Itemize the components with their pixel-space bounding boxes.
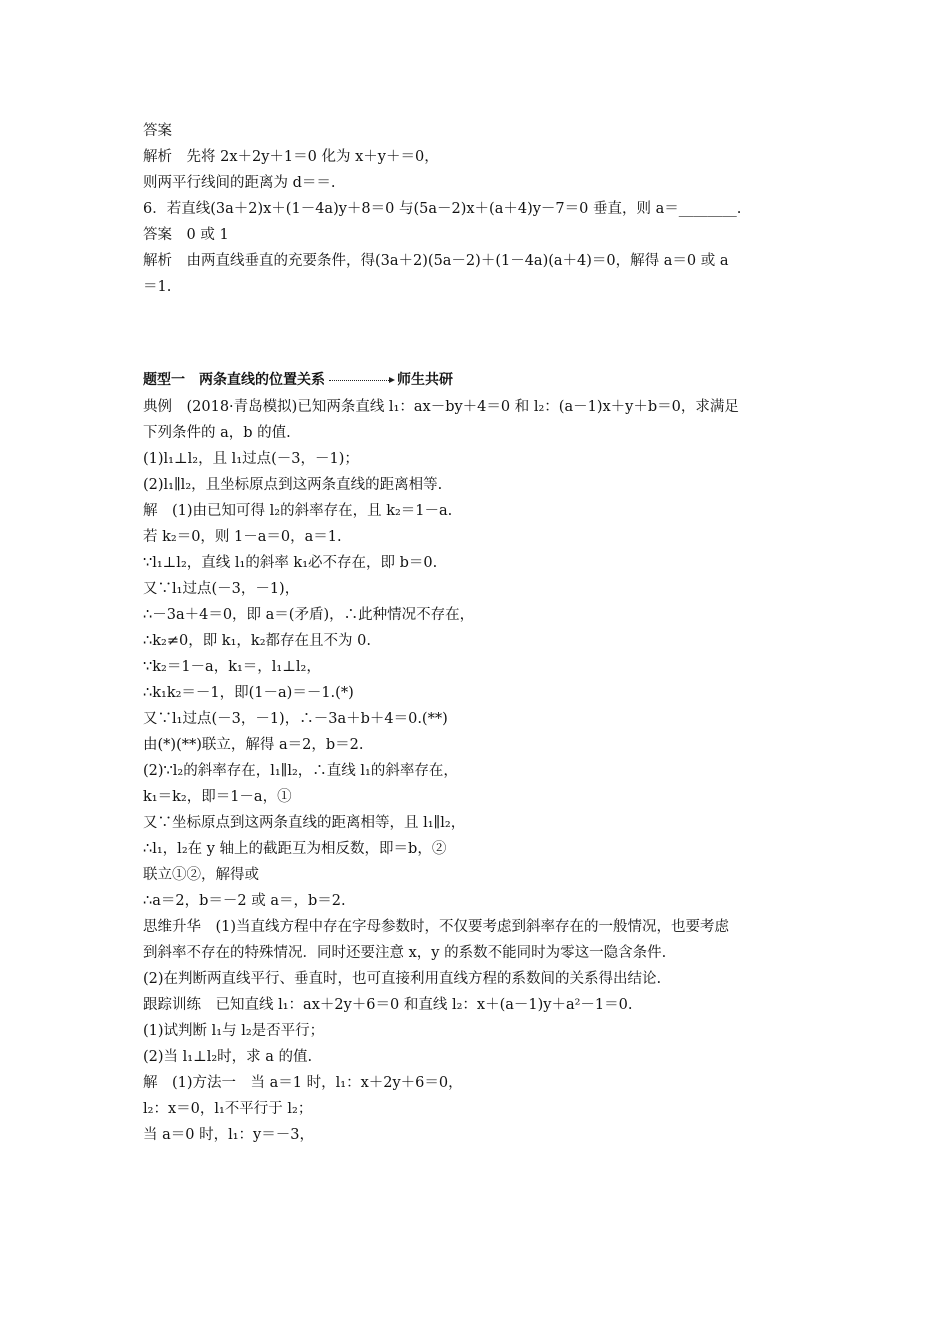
solution-line: ∴l₁，l₂在 y 轴上的截距互为相反数，即＝b，② [143,841,447,857]
answer-label-line: 答案 [143,123,172,139]
previous-problem-solutions [143,118,823,300]
problem-6-answer: 答案 0 或 1 [143,227,229,243]
solution-line: 又∵l₁过点(－3，－1)，∴－3a＋b＋4＝0.(**) [143,711,448,727]
practice-statement: 跟踪训练 已知直线 l₁：ax＋2y＋6＝0 和直线 l₂：x＋(a－1)y＋a²－1＝0. [143,997,633,1013]
solution-line: ∴a＝2，b＝－2 或 a＝，b＝2. [143,893,346,909]
thinking-summary: (2)在判断两直线平行、垂直时，也可直接利用直线方程的系数间的关系得出结论. [143,971,662,987]
section-title: 题型一 两条直线的位置关系 [143,372,325,388]
section-body [143,394,823,1148]
solution-line: (2)∵l₂的斜率存在，l₁∥l₂，∴直线 l₁的斜率存在， [143,763,458,779]
section-heading [143,368,453,392]
problem-6-analysis: 解析 由两直线垂直的充要条件，得(3a＋2)(5a－2)＋(1－4a)(a＋4)＝0，解得 a＝0 或 a [143,253,729,269]
solution-line: ∴k₂≠0，即 k₁，k₂都存在且不为 0. [143,633,371,649]
problem-6-analysis: ＝1. [143,279,172,295]
thinking-summary: 思维升华 (1)当直线方程中存在字母参数时，不仅要考虑到斜率存在的一般情况，也要考虑 [143,919,730,935]
solution-line: 由(*)(**)联立，解得 a＝2，b＝2. [143,737,364,753]
solution-line: ∵k₂＝1－a，k₁＝，l₁⊥l₂， [143,659,321,675]
dotted-arrow-icon [329,380,391,381]
solution-line: 若 k₂＝0，则 1－a＝0，a＝1. [143,529,342,545]
solution-line: 又∵坐标原点到这两条直线的距离相等，且 l₁∥l₂， [143,815,466,831]
solution-line: 又∵l₁过点(－3，－1)， [143,581,300,597]
solution-line: ∴－3a＋4＝0，即 a＝(矛盾)，∴此种情况不存在， [143,607,475,623]
practice-solution-line: 解 (1)方法一 当 a＝1 时，l₁：x＋2y＋6＝0， [143,1075,463,1091]
solution-line: ∵l₁⊥l₂，直线 l₁的斜率 k₁必不存在，即 b＝0. [143,555,438,571]
solution-line: 解 (1)由已知可得 l₂的斜率存在，且 k₂＝1－a. [143,503,453,519]
thinking-summary: 到斜率不存在的特殊情况．同时还要注意 x，y 的系数不能同时为零这一隐含条件. [143,945,667,961]
example-statement: 典例 (2018·青岛模拟)已知两条直线 l₁：ax－by＋4＝0 和 l₂：(a－1)x＋y＋b＝0，求满足 [143,399,739,415]
example-statement: 下列条件的 a，b 的值. [143,425,291,441]
practice-solution-line: l₂：x＝0，l₁不平行于 l₂； [143,1101,313,1117]
example-condition-1: (1)l₁⊥l₂，且 l₁过点(－3，－1)； [143,451,359,467]
example-condition-2: (2)l₁∥l₂，且坐标原点到这两条直线的距离相等. [143,477,443,493]
analysis-line: 则两平行线间的距离为 d＝＝. [143,175,336,191]
problem-6-statement: 6．若直线(3a＋2)x＋(1－4a)y＋8＝0 与(5a－2)x＋(a＋4)y－7＝0 垂直，则 a＝________. [143,201,742,217]
solution-line: 联立①②，解得或 [143,867,259,883]
analysis-line: 解析 先将 2x＋2y＋1＝0 化为 x＋y＋＝0， [143,149,439,165]
practice-question-1: (1)试判断 l₁与 l₂是否平行； [143,1023,325,1039]
solution-line: k₁＝k₂，即＝1－a，① [143,789,292,805]
practice-question-2: (2)当 l₁⊥l₂时，求 a 的值. [143,1049,313,1065]
solution-line: ∴k₁k₂＝－1，即(1－a)＝－1.(*) [143,685,354,701]
section-tag: 师生共研 [397,372,453,388]
practice-solution-line: 当 a＝0 时，l₁：y＝－3， [143,1127,314,1143]
